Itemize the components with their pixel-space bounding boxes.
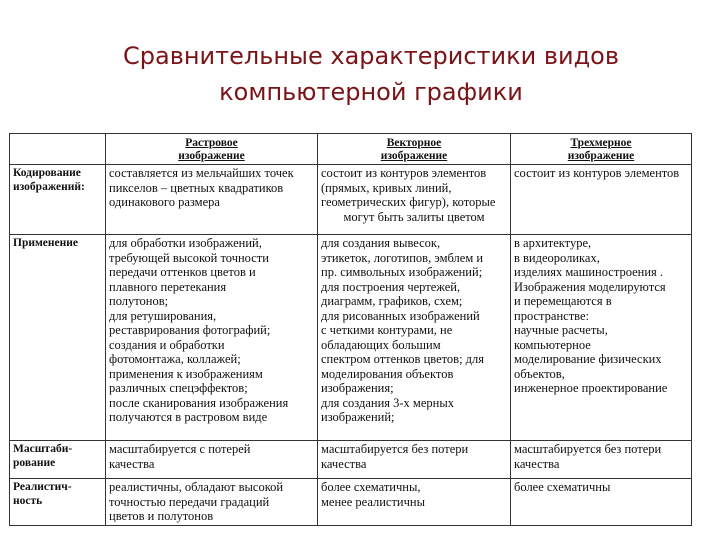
row-header-line: ность [13,495,43,507]
header-vector-line-1: Векторное [386,137,442,149]
cell-application-3d [511,235,692,441]
cell-line: и перемещаются в [514,294,612,308]
cell-realism-raster [106,479,318,526]
cell-line: качества [514,456,560,471]
header-3d-line-1: Трехмерное [570,137,632,149]
cell-line: качества [321,456,367,471]
table-row [10,441,692,479]
cell-line: применения к изображениям [109,366,263,381]
cell-line: менее реалистичны [321,494,425,509]
row-header-application [10,235,106,441]
cell-line: получаются в растровом виде [109,410,268,424]
comparison-table [9,133,692,526]
cell-line: масштабируется без потери [514,442,662,456]
cell-scaling-vector [318,441,511,479]
cell-scaling-3d [511,441,692,479]
row-header-line: изображений: [13,181,85,193]
cell-line: для создания 3-х мерных [321,395,454,410]
cell-line: в архитектуре, [514,236,592,250]
cell-line: спектром оттенков цветов; для [321,352,485,366]
row-header-line: Реалистич- [13,481,72,493]
cell-line: инженерное проектирование [514,381,668,395]
row-header-line: Кодирование [13,167,81,179]
cell-line: реалистичны, обладают высокой [109,480,284,494]
header-raster-line-2: изображение [178,150,245,162]
cell-coding-3d [511,165,692,235]
title-line-2: компьютерной графики [219,78,523,106]
cell-line: обладающих большим [321,337,441,352]
table-row [10,235,692,441]
cell-realism-vector [318,479,511,526]
cell-line: для рисованных изображений [321,308,480,323]
cell-line: различных спецэффектов; [109,381,248,395]
cell-line: моделирования объектов [321,366,454,381]
cell-line: реставрирования фотографий; [109,323,271,337]
cell-line: полутонов; [109,294,169,308]
cell-line: пикселов – цветных квадратиков [109,180,284,195]
cell-line: Изображения моделируются [514,279,666,294]
cell-line: диаграмм, графиков, схем; [321,294,463,308]
cell-line: в видеороликах, [514,250,600,265]
cell-line: состоит из контуров элементов [321,166,487,180]
cell-line: более схематичны [514,480,611,494]
row-header-line: Масштаби- [13,443,73,455]
cell-realism-3d [511,479,692,526]
cell-line: фотомонтажа, коллажей; [109,352,241,366]
header-vector-line-2: изображение [380,150,448,162]
cell-line: могут быть залиты цветом [343,209,485,224]
cell-line: для ретуширования, [109,308,217,323]
cell-line: после сканирования изображения [109,395,289,410]
cell-line: создания и обработки [109,337,225,352]
cell-line: изображения; [321,381,394,395]
table-row [10,479,692,526]
header-empty-cell [10,134,106,165]
cell-line: передачи оттенков цветов и [109,265,256,279]
header-raster-line-1: Растровое [185,137,238,149]
cell-line: (прямых, кривых линий, [321,180,452,195]
cell-line: этикеток, логотипов, эмблем и [321,250,484,265]
row-header-line: рование [13,457,56,469]
cell-line: изделиях машиностроения . [514,265,664,279]
title-line-1: Сравнительные характеристики видов [123,42,619,70]
cell-line: для обработки изображений, [109,236,262,250]
cell-scaling-raster [106,441,318,479]
header-3d-line-2: изображение [567,150,635,162]
table-header-row [10,134,692,165]
cell-line: масштабируется с потерей [109,442,251,456]
cell-line: пр. символьных изображений; [321,265,483,279]
cell-line: геометрических фигур), которые [321,195,496,209]
cell-line: цветов и полутонов [109,509,214,523]
cell-application-vector [318,235,511,441]
row-header-scaling [10,441,106,479]
header-3d [511,134,692,165]
row-header-realism [10,479,106,526]
cell-line: более схематичны, [321,480,421,494]
cell-line: состоит из контуров элементов [514,166,680,180]
cell-line: объектов, [514,366,565,381]
cell-line: качества [109,456,155,471]
slide-title [0,38,720,110]
cell-application-raster [106,235,318,441]
cell-coding-raster [106,165,318,235]
cell-line: плавного перетекания [109,279,227,294]
table-row [10,165,692,235]
cell-line: изображений; [321,410,395,424]
cell-line: одинакового размера [109,195,220,209]
cell-line: с четкими контурами, не [321,323,453,337]
cell-coding-vector [318,165,511,235]
cell-line: моделирование физических [514,352,662,366]
cell-line: точностью передачи градаций [109,494,270,509]
cell-line: пространстве: [514,308,590,323]
header-raster [106,134,318,165]
cell-line: составляется из мельчайших точек [109,166,294,180]
row-header-coding [10,165,106,235]
cell-line: масштабируется без потери [321,442,469,456]
cell-line: научные расчеты, [514,323,608,337]
cell-line: компьютерное [514,337,591,352]
cell-line: для создания вывесок, [321,236,441,250]
cell-line: для построения чертежей, [321,279,461,294]
row-header-line: Применение [13,237,78,249]
header-vector [318,134,511,165]
cell-line: требующей высокой точности [109,250,269,265]
